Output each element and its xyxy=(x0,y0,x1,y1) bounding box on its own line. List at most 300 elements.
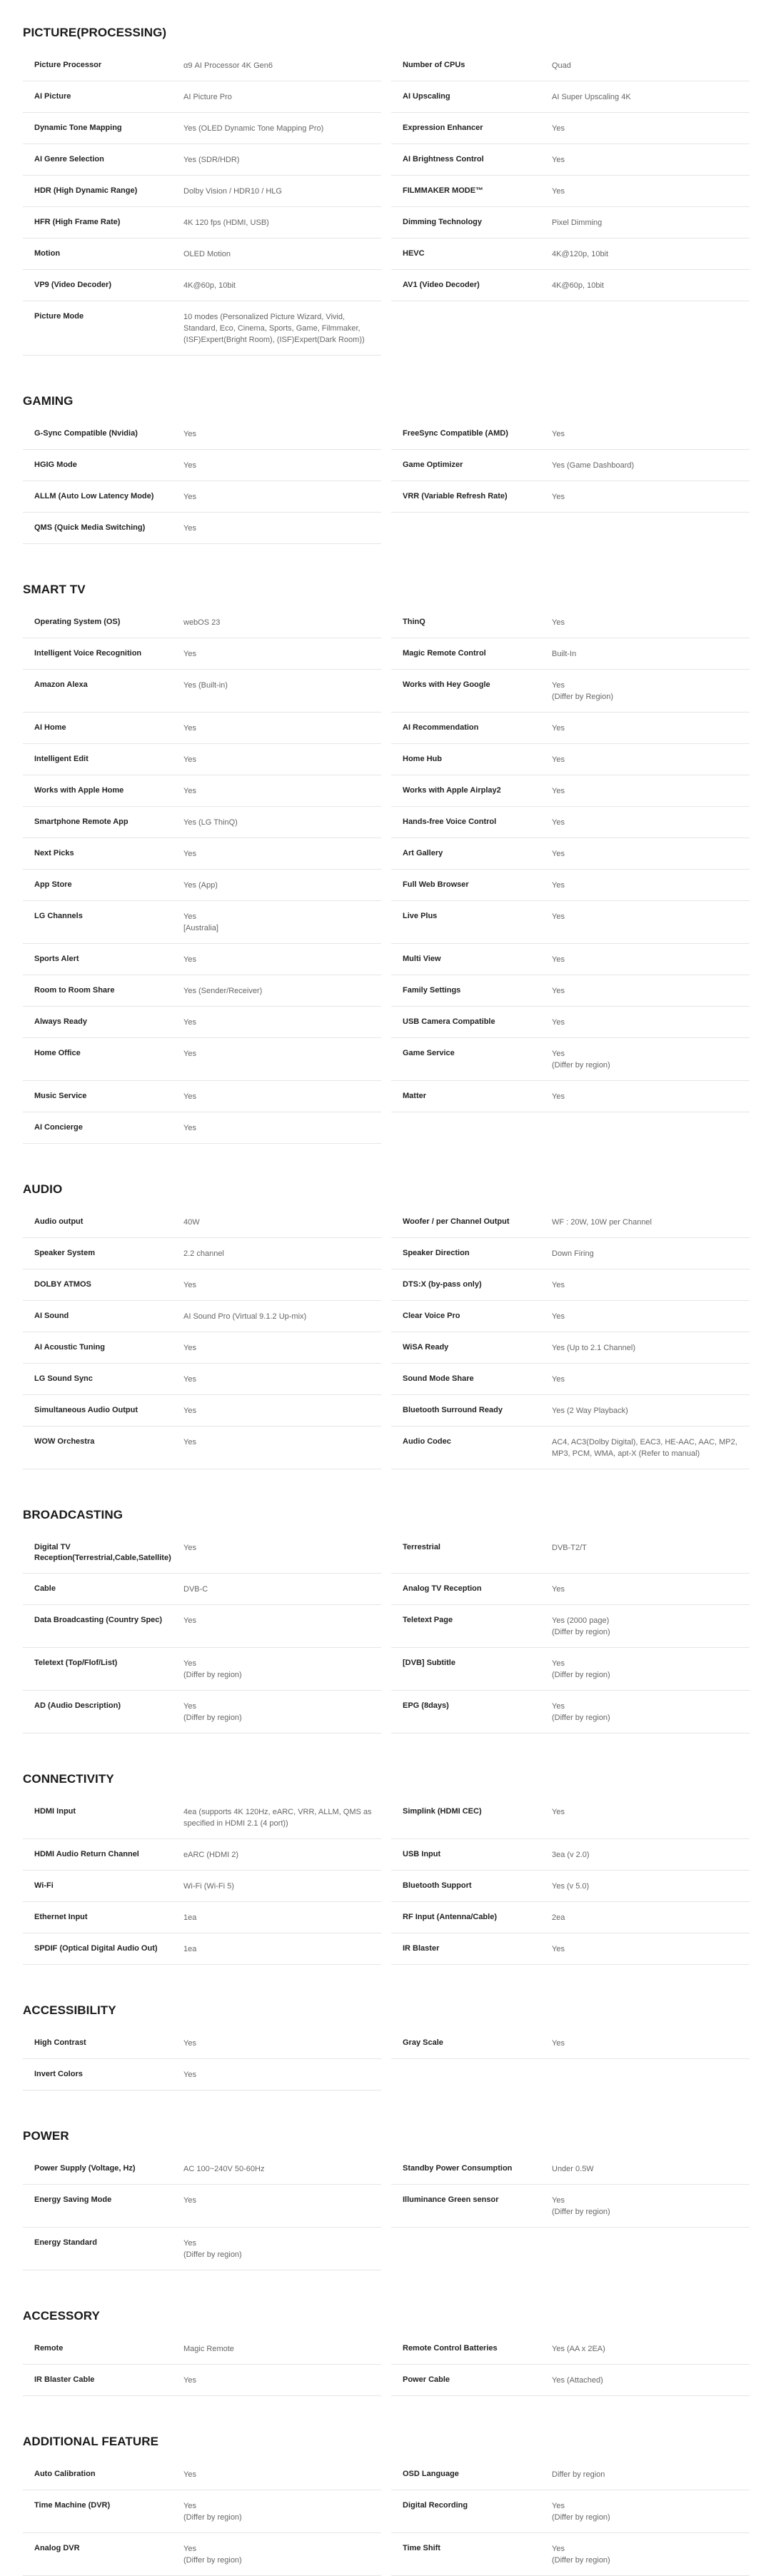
spec-value xyxy=(552,1217,750,1228)
spec-value xyxy=(552,1017,750,1028)
spec-label: Picture Processor xyxy=(34,61,102,69)
spec-label: DTS:X (by-pass only) xyxy=(403,1280,482,1289)
spec-item-intelligent-edit xyxy=(23,744,381,775)
spec-value-line: Yes xyxy=(552,1702,565,1711)
spec-item-live-plus xyxy=(391,901,750,944)
spec-value xyxy=(183,91,381,103)
spec-item-home-hub xyxy=(391,744,750,775)
spec-value xyxy=(552,2163,750,2175)
spec-value xyxy=(552,1912,750,1923)
spec-value-line: DVB-C xyxy=(183,1585,208,1594)
spec-value-line: Yes xyxy=(552,818,565,827)
spec-value-line: Yes xyxy=(552,187,565,196)
spec-value-line: Yes xyxy=(183,1018,196,1027)
spec-value xyxy=(183,1091,381,1102)
spec-label: Cable xyxy=(34,1584,56,1593)
spec-item-works-with-apple-airplay2 xyxy=(391,775,750,807)
spec-item-dimming-technology xyxy=(391,207,750,238)
spec-label: Number of CPUs xyxy=(403,61,465,69)
spec-value xyxy=(183,217,381,228)
spec-item-ai-brightness-control xyxy=(391,144,750,176)
spec-label: Amazon Alexa xyxy=(34,680,88,689)
spec-item-ai-acoustic-tuning xyxy=(23,1332,381,1364)
spec-item-wisa-ready xyxy=(391,1332,750,1364)
spec-value-line: Yes xyxy=(183,850,196,858)
spec-value xyxy=(183,186,381,197)
section-title: ACCESSIBILITY xyxy=(23,2003,116,2017)
spec-value xyxy=(552,280,750,291)
spec-label: AI Recommendation xyxy=(403,723,479,732)
spec-label: Teletext (Top/Flof/List) xyxy=(34,1659,118,1667)
spec-label: Invert Colors xyxy=(34,2070,83,2078)
spec-section-accessibility xyxy=(23,2003,750,2091)
spec-value xyxy=(183,2375,381,2386)
spec-section-power xyxy=(23,2129,750,2270)
spec-value xyxy=(552,1806,750,1829)
spec-value-line: 4K@120p, 10bit xyxy=(552,250,609,258)
spec-label: Remote xyxy=(34,2344,64,2353)
spec-value-line: 3ea (v 2.0) xyxy=(552,1851,590,1859)
spec-label: HFR (High Frame Rate) xyxy=(34,218,121,226)
spec-value-line: Yes xyxy=(552,1585,565,1594)
spec-value-line: 2ea xyxy=(552,1913,565,1922)
spec-label: Power Supply (Voltage, Hz) xyxy=(34,2164,136,2173)
spec-value-line: Yes xyxy=(183,430,196,438)
spec-item-allm-auto-low-latency-mode xyxy=(23,481,381,513)
spec-value xyxy=(183,2163,381,2175)
spec-item-speaker-direction xyxy=(391,1238,750,1269)
spec-value-line: Yes xyxy=(552,2545,565,2553)
spec-value-line: (Differ by region) xyxy=(183,2513,242,2522)
spec-value-line: Under 0.5W xyxy=(552,2165,594,2173)
spec-value-line: Yes xyxy=(552,850,565,858)
spec-grid xyxy=(23,2028,750,2091)
spec-label: Family Settings xyxy=(403,986,461,995)
spec-item-simultaneous-audio-output xyxy=(23,1395,381,1427)
spec-label: LG Sound Sync xyxy=(34,1374,93,1383)
spec-value xyxy=(183,460,381,471)
spec-grid xyxy=(23,1532,750,1734)
spec-value xyxy=(183,1048,381,1071)
spec-label: DOLBY ATMOS xyxy=(34,1280,91,1289)
spec-label: Simultaneous Audio Output xyxy=(34,1406,138,1414)
spec-item-family-settings xyxy=(391,975,750,1007)
spec-value-line: Yes xyxy=(183,1375,196,1384)
spec-value xyxy=(552,954,750,965)
spec-item-empty xyxy=(391,2059,750,2091)
spec-value xyxy=(183,2500,381,2523)
spec-value xyxy=(552,1437,750,1459)
spec-value-line: Yes xyxy=(552,1018,565,1027)
spec-item-matter xyxy=(391,1081,750,1112)
spec-value-line: DVB-T2/T xyxy=(552,1544,587,1552)
spec-value-line: AI Picture Pro xyxy=(183,93,232,101)
spec-value xyxy=(183,523,381,534)
spec-label: HDR (High Dynamic Range) xyxy=(34,186,138,195)
spec-value xyxy=(183,880,381,891)
spec-label: FreeSync Compatible (AMD) xyxy=(403,429,508,438)
spec-value-line: Yes xyxy=(183,650,196,658)
spec-value-line: Yes xyxy=(552,1281,565,1289)
spec-value-line: WF : 20W, 10W per Channel xyxy=(552,1218,652,1227)
spec-label: Time Shift xyxy=(403,2544,440,2552)
section-title: AUDIO xyxy=(23,1182,63,1196)
spec-label: Expression Enhancer xyxy=(403,124,483,132)
spec-value xyxy=(183,428,381,440)
spec-item-gray-scale xyxy=(391,2028,750,2059)
spec-label: Standby Power Consumption xyxy=(403,2164,513,2173)
spec-value-line: Yes xyxy=(552,1808,565,1816)
spec-value xyxy=(552,2375,750,2386)
spec-value-line: Yes xyxy=(552,618,565,627)
spec-value-line: specified in HDMI 2.1 (4 port)) xyxy=(183,1819,288,1828)
spec-value-line: Yes (AA x 2EA) xyxy=(552,2345,605,2353)
spec-label: Dynamic Tone Mapping xyxy=(34,124,122,132)
spec-label: Home Office xyxy=(34,1049,81,1057)
spec-value-line: 4K@60p, 10bit xyxy=(183,281,236,290)
spec-item-motion xyxy=(23,238,381,270)
spec-value-line: Yes xyxy=(552,681,565,690)
spec-grid xyxy=(23,2153,750,2270)
spec-item-power-supply-voltage-hz xyxy=(23,2153,381,2185)
spec-value xyxy=(552,1374,750,1385)
spec-value-line: Yes xyxy=(183,2376,196,2385)
spec-value xyxy=(183,911,381,934)
spec-value xyxy=(183,1912,381,1923)
spec-item-epg-8days xyxy=(391,1691,750,1734)
spec-value-line: (Differ by region) xyxy=(552,2556,610,2565)
spec-value xyxy=(183,1405,381,1417)
spec-label: USB Camera Compatible xyxy=(403,1017,495,1026)
spec-value-line: Yes xyxy=(183,2502,196,2510)
spec-label: [DVB] Subtitle xyxy=(403,1659,455,1667)
spec-grid xyxy=(23,1207,750,1469)
spec-value-line: Yes xyxy=(183,1544,196,1552)
spec-value xyxy=(183,1658,381,1681)
spec-label: LG Channels xyxy=(34,912,83,920)
spec-value-line: 4K@60p, 10bit xyxy=(552,281,604,290)
spec-value-line: (Differ by region) xyxy=(183,1671,242,1679)
spec-value xyxy=(183,1248,381,1259)
spec-value-line: eARC (HDMI 2) xyxy=(183,1851,239,1859)
section-title: CONNECTIVITY xyxy=(23,1772,114,1786)
spec-item-intelligent-voice-recognition xyxy=(23,638,381,670)
spec-label: Full Web Browser xyxy=(403,880,469,889)
spec-value xyxy=(183,1881,381,1892)
spec-value xyxy=(183,2038,381,2049)
spec-label: HDMI Audio Return Channel xyxy=(34,1850,139,1858)
spec-item-freesync-compatible-amd xyxy=(391,418,750,450)
spec-label: Gray Scale xyxy=(403,2038,443,2047)
spec-label: Hands-free Voice Control xyxy=(403,817,497,826)
spec-value-line: (Differ by region) xyxy=(552,1671,610,1679)
spec-label: Game Service xyxy=(403,1049,455,1057)
spec-label: Energy Standard xyxy=(34,2238,98,2247)
spec-label: VRR (Variable Refresh Rate) xyxy=(403,492,508,500)
spec-item-number-of-cpus xyxy=(391,50,750,81)
spec-section-accessory xyxy=(23,2309,750,2396)
spec-value xyxy=(183,754,381,765)
spec-item-ai-recommendation xyxy=(391,713,750,744)
spec-value-line: (Differ by region) xyxy=(552,1714,610,1722)
spec-value xyxy=(552,911,750,934)
spec-value-line: Pixel Dimming xyxy=(552,218,603,227)
spec-value-line: (Differ by region) xyxy=(552,1628,610,1636)
spec-label: EPG (8days) xyxy=(403,1701,449,1710)
spec-item-picture-processor xyxy=(23,50,381,81)
spec-value xyxy=(552,1048,750,1071)
spec-section-audio xyxy=(23,1182,750,1469)
spec-item-ai-upscaling xyxy=(391,81,750,113)
spec-item-digital-tv-reception-terrestrial-cable-satellite xyxy=(23,1532,381,1574)
spec-item-audio-codec xyxy=(391,1427,750,1469)
spec-item-time-shift xyxy=(391,2533,750,2576)
spec-value xyxy=(552,848,750,860)
spec-label: Clear Voice Pro xyxy=(403,1312,460,1320)
spec-value-line: 1ea xyxy=(183,1945,197,1953)
spec-label: ThinQ xyxy=(403,618,425,626)
spec-label: HGIG Mode xyxy=(34,461,77,469)
spec-item-works-with-hey-google xyxy=(391,670,750,713)
spec-value-line: Yes xyxy=(552,755,565,764)
spec-item-digital-recording xyxy=(391,2490,750,2533)
spec-value-line: Yes (Game Dashboard) xyxy=(552,461,635,470)
spec-value xyxy=(552,1311,750,1322)
spec-value-line: Yes xyxy=(552,1092,565,1101)
spec-label: Room to Room Share xyxy=(34,986,115,995)
spec-value-line: Yes xyxy=(183,1438,196,1447)
spec-item-energy-saving-mode xyxy=(23,2185,381,2228)
spec-value-line: AC 100~240V 50-60Hz xyxy=(183,2165,265,2173)
spec-value xyxy=(552,2195,750,2218)
spec-value-line: Yes xyxy=(183,2545,196,2553)
spec-label: WiSA Ready xyxy=(403,1343,449,1352)
spec-item-usb-input xyxy=(391,1839,750,1871)
spec-value xyxy=(552,154,750,166)
spec-item-empty xyxy=(391,513,750,544)
spec-item-dvb-subtitle xyxy=(391,1648,750,1691)
spec-label: Magic Remote Control xyxy=(403,649,486,658)
spec-item-hgig-mode xyxy=(23,450,381,481)
spec-item-rf-input-antenna-cable xyxy=(391,1902,750,1933)
spec-value-line: 10 modes (Personalized Picture Wizard, Vivid, xyxy=(183,313,346,321)
spec-label: Audio Codec xyxy=(403,1437,451,1446)
spec-value xyxy=(552,754,750,765)
spec-value xyxy=(183,1849,381,1861)
spec-value xyxy=(552,1849,750,1861)
spec-label: Multi View xyxy=(403,955,441,963)
spec-value xyxy=(552,1701,750,1724)
spec-value-line: Yes (SDR/HDR) xyxy=(183,156,240,164)
spec-value xyxy=(183,680,381,703)
spec-item-audio-output xyxy=(23,1207,381,1238)
spec-label: QMS (Quick Media Switching) xyxy=(34,523,146,532)
spec-value xyxy=(552,123,750,134)
spec-value-line: Yes (Up to 2.1 Channel) xyxy=(552,1344,635,1352)
spec-label: IR Blaster Cable xyxy=(34,2375,95,2384)
spec-value-line: Yes xyxy=(552,124,565,133)
spec-item-ai-concierge xyxy=(23,1112,381,1144)
spec-section-smart-tv xyxy=(23,583,750,1144)
spec-item-amazon-alexa xyxy=(23,670,381,713)
spec-item-time-machine-dvr xyxy=(23,2490,381,2533)
spec-value xyxy=(552,248,750,260)
spec-label: Time Machine (DVR) xyxy=(34,2501,111,2510)
spec-label: VP9 (Video Decoder) xyxy=(34,281,111,289)
spec-value xyxy=(183,2469,381,2480)
spec-item-av1-video-decoder xyxy=(391,270,750,301)
spec-item-hdmi-input xyxy=(23,1796,381,1839)
spec-value-line: Yes xyxy=(552,912,565,921)
section-title: SMART TV xyxy=(23,583,86,596)
spec-value-line: (Differ by region) xyxy=(552,2513,610,2522)
spec-label: HDMI Input xyxy=(34,1807,76,1816)
spec-value xyxy=(183,2069,381,2081)
spec-label: Analog TV Reception xyxy=(403,1584,482,1593)
spec-label: FILMMAKER MODE™ xyxy=(403,186,484,195)
spec-section-gaming xyxy=(23,394,750,544)
spec-grid xyxy=(23,2333,750,2396)
spec-item-ai-home xyxy=(23,713,381,744)
spec-value xyxy=(552,2343,750,2355)
spec-value xyxy=(183,280,381,291)
spec-label: Woofer / per Channel Output xyxy=(403,1217,510,1226)
spec-value-line: Yes xyxy=(183,1616,196,1625)
spec-value xyxy=(183,60,381,71)
spec-label: Remote Control Batteries xyxy=(403,2344,498,2353)
spec-item-simplink-hdmi-cec xyxy=(391,1796,750,1839)
spec-label: Digital Recording xyxy=(403,2501,468,2510)
spec-item-multi-view xyxy=(391,944,750,975)
spec-value-line: Yes xyxy=(183,912,196,921)
spec-label: AI Picture xyxy=(34,92,71,101)
spec-item-hands-free-voice-control xyxy=(391,807,750,838)
spec-item-woofer-per-channel-output xyxy=(391,1207,750,1238)
spec-section-connectivity xyxy=(23,1772,750,1965)
spec-value xyxy=(183,2238,381,2260)
spec-label: Operating System (OS) xyxy=(34,618,121,626)
spec-value xyxy=(183,123,381,134)
spec-value-line: (Differ by region) xyxy=(183,1714,242,1722)
spec-value xyxy=(552,1542,750,1564)
spec-grid xyxy=(23,2459,750,2576)
spec-item-auto-calibration xyxy=(23,2459,381,2490)
section-title: POWER xyxy=(23,2129,69,2143)
spec-value xyxy=(183,1311,381,1322)
spec-value-line: Yes xyxy=(183,2470,196,2479)
spec-value-line: Yes (LG ThinQ) xyxy=(183,818,238,827)
spec-item-ai-picture xyxy=(23,81,381,113)
spec-value-line: Yes xyxy=(552,955,565,964)
spec-value-line: α9 AI Processor 4K Gen6 xyxy=(183,61,273,70)
spec-section-picture-processing xyxy=(23,26,750,356)
spec-value-line: Yes xyxy=(183,2071,196,2079)
spec-value xyxy=(183,1279,381,1291)
spec-label: Always Ready xyxy=(34,1017,87,1026)
spec-value-line: webOS 23 xyxy=(183,618,221,627)
spec-value-line: Yes xyxy=(552,2039,565,2048)
spec-value-line: Yes xyxy=(552,1945,565,1953)
spec-item-standby-power-consumption xyxy=(391,2153,750,2185)
spec-item-magic-remote-control xyxy=(391,638,750,670)
spec-label: Ethernet Input xyxy=(34,1913,88,1921)
spec-value-line: Yes xyxy=(552,430,565,438)
spec-item-full-web-browser xyxy=(391,870,750,901)
spec-item-usb-camera-compatible xyxy=(391,1007,750,1038)
spec-value-line: Yes xyxy=(183,1050,196,1058)
spec-item-dynamic-tone-mapping xyxy=(23,113,381,144)
spec-value-line: Yes xyxy=(552,881,565,890)
spec-item-speaker-system xyxy=(23,1238,381,1269)
spec-label: Intelligent Voice Recognition xyxy=(34,649,142,658)
spec-item-home-office xyxy=(23,1038,381,1081)
spec-item-expression-enhancer xyxy=(391,113,750,144)
spec-label: App Store xyxy=(34,880,72,889)
spec-value xyxy=(552,785,750,797)
spec-value-line: 4ea (supports 4K 120Hz, eARC, VRR, ALLM, QMS as xyxy=(183,1808,372,1816)
spec-value xyxy=(183,985,381,997)
spec-value xyxy=(552,985,750,997)
spec-value-line: (Differ by region) xyxy=(552,2208,610,2216)
spec-value-line: Yes xyxy=(552,1050,565,1058)
spec-label: Sound Mode Share xyxy=(403,1374,474,1383)
spec-value-line: Magic Remote xyxy=(183,2345,234,2353)
section-title: PICTURE(PROCESSING) xyxy=(23,26,167,39)
spec-grid xyxy=(23,1796,750,1965)
spec-value-line: Yes xyxy=(183,493,196,501)
spec-value-line: AC4, AC3(Dolby Digital), EAC3, HE-AAC, AAC, MP2, xyxy=(552,1438,737,1447)
spec-label: G-Sync Compatible (Nvidia) xyxy=(34,429,138,438)
spec-item-works-with-apple-home xyxy=(23,775,381,807)
spec-value xyxy=(183,954,381,965)
spec-value-line: Yes xyxy=(552,1375,565,1384)
spec-value xyxy=(183,1615,381,1638)
spec-item-bluetooth-support xyxy=(391,1871,750,1902)
spec-item-smartphone-remote-app xyxy=(23,807,381,838)
spec-item-ethernet-input xyxy=(23,1902,381,1933)
spec-item-hdmi-audio-return-channel xyxy=(23,1839,381,1871)
spec-item-always-ready xyxy=(23,1007,381,1038)
spec-item-data-broadcasting-country-spec xyxy=(23,1605,381,1648)
spec-value xyxy=(183,817,381,828)
section-title: GAMING xyxy=(23,394,74,408)
spec-label: Auto Calibration xyxy=(34,2470,96,2478)
spec-value xyxy=(183,1122,381,1134)
spec-value xyxy=(552,186,750,197)
spec-item-vp9-video-decoder xyxy=(23,270,381,301)
spec-item-picture-mode xyxy=(23,301,381,356)
spec-value-line: Yes (2000 page) xyxy=(552,1616,610,1625)
spec-value-line: Wi-Fi (Wi-Fi 5) xyxy=(183,1882,234,1891)
spec-item-hevc xyxy=(391,238,750,270)
spec-value-line: 40W xyxy=(183,1218,200,1227)
spec-item-game-optimizer xyxy=(391,450,750,481)
spec-value xyxy=(552,1279,750,1291)
spec-label: Terrestrial xyxy=(403,1543,440,1551)
spec-label: Audio output xyxy=(34,1217,84,1226)
spec-value-line: Yes xyxy=(183,755,196,764)
spec-label: AI Brightness Control xyxy=(403,155,484,163)
spec-value xyxy=(183,785,381,797)
spec-value-line: Yes (v 5.0) xyxy=(552,1882,590,1891)
spec-value xyxy=(552,1342,750,1354)
spec-label: AV1 (Video Decoder) xyxy=(403,281,480,289)
spec-item-art-gallery xyxy=(391,838,750,870)
spec-item-empty xyxy=(391,2228,750,2270)
spec-value xyxy=(552,428,750,440)
spec-value-line: Yes xyxy=(552,787,565,795)
spec-item-remote-control-batteries xyxy=(391,2333,750,2365)
